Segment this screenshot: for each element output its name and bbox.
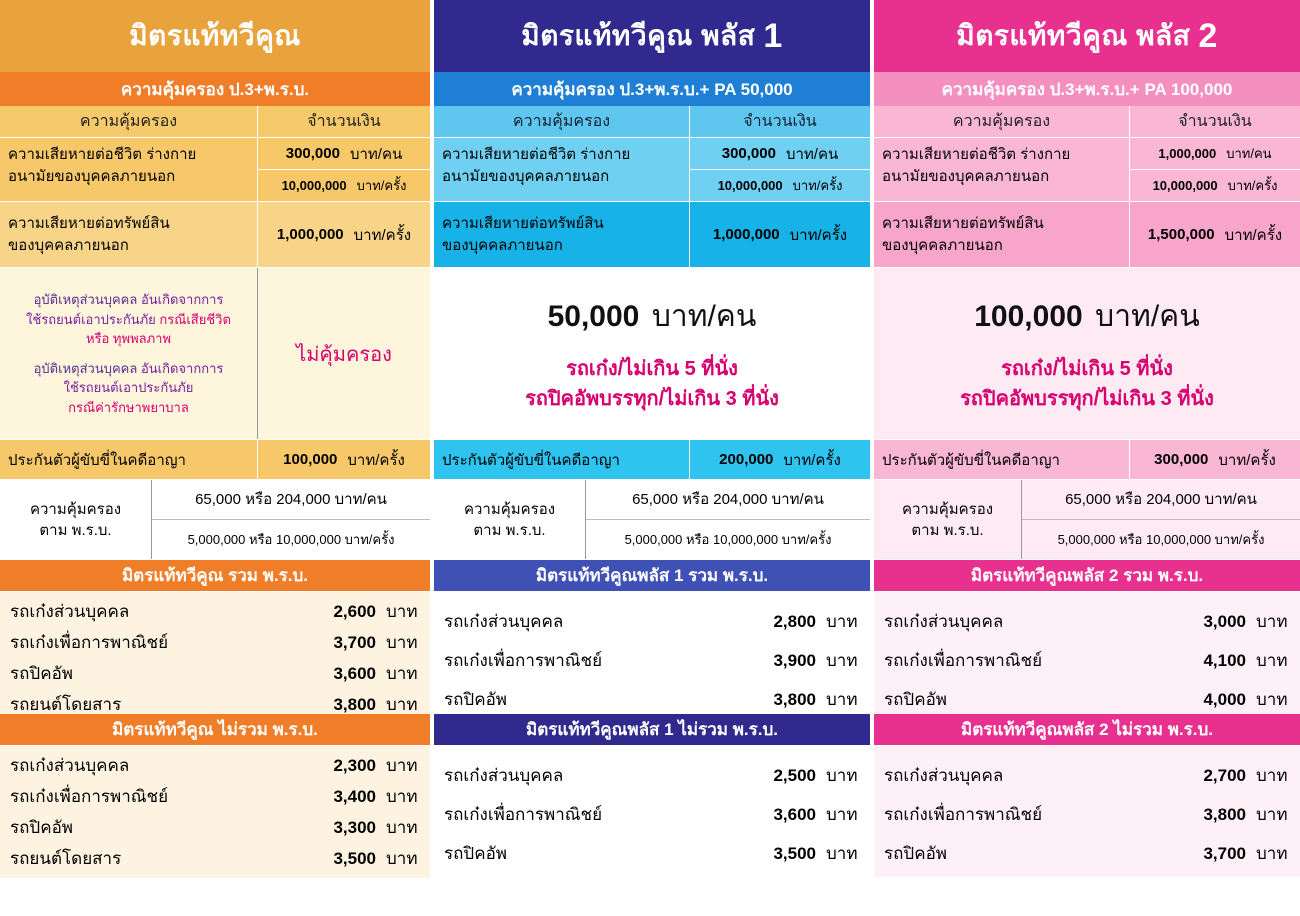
plan-title-text: มิตรแท้ทวีคูณ	[129, 20, 301, 51]
plan-column-plus-2	[874, 0, 1300, 916]
header-coverage: ความคุ้มครอง	[874, 106, 1130, 137]
amount-number: 1,000,000	[712, 226, 780, 243]
amount-number: 1,000,000	[1158, 146, 1217, 161]
price-header-excl: มิตรแท้ทวีคูณพลัส 2 ไม่รวม พ.ร.บ.	[874, 714, 1300, 746]
coverage-row-bodily-injury	[0, 138, 430, 202]
amount-unit: บาท/ครั้ง	[353, 226, 412, 244]
coverage-value-per-event	[1130, 202, 1300, 267]
price-item: รถเก๋งเพื่อการพาณิชย์ 3,900 บาท	[444, 650, 858, 670]
bail-label: ประกันตัวผู้ขับขี่ในคดีอาญา	[434, 440, 690, 479]
price-list-excl	[874, 746, 1300, 877]
plan-subtitle-text: ความคุ้มครอง ป.3+พ.ร.บ.	[120, 79, 310, 99]
price-item: รถเก๋งส่วนบุคคล 2,700 บาท	[884, 765, 1288, 785]
amount-number: 10,000,000	[281, 178, 347, 193]
pa-block	[0, 268, 430, 440]
coverage-row-bodily-injury	[434, 138, 870, 202]
prb-values	[152, 480, 430, 559]
coverage-values	[690, 202, 870, 267]
plan-title	[434, 0, 870, 72]
price-item: รถปิคอัพ 3,500 บาท	[444, 843, 858, 863]
prb-row	[0, 480, 430, 560]
coverage-value-per-event	[1130, 170, 1300, 201]
prb-value-per-event: 5,000,000 หรือ 10,000,000 บาท/ครั้ง	[187, 531, 395, 547]
amount-number: 300,000	[1154, 451, 1209, 468]
pa-bullet-2: อุบัติเหตุส่วนบุคคล อันเกิดจากการ ใช้รถยนต์เอาประกันภัย กรณีค่ารักษาพยาบาล	[33, 360, 224, 415]
bail-value	[258, 440, 430, 479]
header-amount: จำนวนเงิน	[307, 113, 381, 130]
header-amount: จำนวนเงิน	[743, 113, 817, 130]
price-item: รถเก๋งเพื่อการพาณิชย์ 3,700 บาท	[10, 632, 418, 652]
bail-row	[874, 440, 1300, 480]
price-item: รถเก๋งส่วนบุคคล 2,600 บาท	[10, 601, 418, 621]
price-item: รถเก๋งเพื่อการพาณิชย์ 3,800 บาท	[884, 804, 1288, 824]
bail-row	[434, 440, 870, 480]
price-item: รถยนต์โดยสาร 3,500 บาท	[10, 848, 418, 868]
pa-bullets	[0, 268, 258, 439]
prb-value-per-person: 65,000 หรือ 204,000 บาท/คน	[152, 480, 430, 520]
amount-number: 10,000,000	[1152, 178, 1218, 193]
plan-title-number: 2	[1198, 16, 1218, 55]
coverage-label	[434, 202, 690, 267]
coverage-label-line2: อนามัยของบุคคลภายนอก	[442, 167, 610, 185]
coverage-label-line1: ความเสียหายต่อชีวิต ร่างกาย	[882, 146, 1071, 163]
amount-unit: บาท/ครั้ง	[347, 451, 405, 469]
amount-number: 100,000	[283, 451, 338, 468]
coverage-label-line2: อนามัยของบุคคลภายนอก	[8, 167, 176, 185]
price-item: รถยนต์โดยสาร 3,800 บาท	[10, 694, 418, 714]
plan-title	[874, 0, 1300, 72]
pa-amount-unit: บาท/คน	[651, 300, 757, 333]
amount-unit: บาท/ครั้ง	[792, 178, 843, 193]
bail-label: ประกันตัวผู้ขับขี่ในคดีอาญา	[874, 440, 1130, 479]
amount-unit: บาท/ครั้ง	[783, 451, 841, 469]
prb-row	[874, 480, 1300, 560]
price-item: รถปิคอัพ 3,600 บาท	[10, 663, 418, 683]
coverage-label	[434, 138, 690, 201]
coverage-values	[1130, 138, 1300, 201]
pa-amount: 100,000	[974, 300, 1083, 333]
coverage-label-line2: อนามัยของบุคคลภายนอก	[882, 167, 1050, 185]
plan-column-plus-1	[434, 0, 870, 916]
amount-number: 200,000	[719, 451, 774, 468]
pa-block	[874, 268, 1300, 440]
plan-subtitle	[874, 72, 1300, 106]
bail-value	[1130, 440, 1300, 479]
table-header	[874, 106, 1300, 138]
bail-row	[0, 440, 430, 480]
coverage-values	[690, 138, 870, 201]
price-header-incl: มิตรแท้ทวีคูณ รวม พ.ร.บ.	[0, 560, 430, 592]
price-item: รถปิคอัพ 3,800 บาท	[444, 689, 858, 709]
coverage-value-per-person	[258, 138, 430, 170]
coverage-label-line1: ความเสียหายต่อทรัพย์สิน	[8, 214, 170, 232]
coverage-value-per-event	[258, 202, 430, 267]
plan-title-text: มิตรแท้ทวีคูณ พลัส	[521, 20, 756, 51]
prb-row	[434, 480, 870, 560]
coverage-label	[874, 202, 1130, 267]
amount-unit: บาท/ครั้ง	[356, 178, 407, 193]
coverage-values	[1130, 202, 1300, 267]
table-header	[434, 106, 870, 138]
pa-note-1: รถเก๋ง/ไม่เกิน 5 ที่นั่ง	[566, 358, 738, 380]
price-list-incl	[434, 592, 870, 714]
pa-amount-line	[974, 293, 1199, 340]
header-coverage: ความคุ้มครอง	[434, 106, 690, 137]
amount-unit: บาท/ครั้ง	[1218, 451, 1276, 469]
price-header-incl: มิตรแท้ทวีคูณพลัส 2 รวม พ.ร.บ.	[874, 560, 1300, 592]
plan-title-text: มิตรแท้ทวีคูณ พลัส	[956, 20, 1191, 51]
price-list-incl	[874, 592, 1300, 714]
pa-bullet-1: อุบัติเหตุส่วนบุคคล อันเกิดจากการ ใช้รถยนต์เอาประกันภัย กรณีเสียชีวิต หรือ ทุพพลภาพ	[26, 292, 231, 346]
coverage-value-per-event	[690, 170, 870, 201]
prb-values	[586, 480, 870, 559]
prb-value-per-person: 65,000 หรือ 204,000 บาท/คน	[586, 480, 870, 520]
amount-number: 1,000,000	[276, 226, 344, 243]
amount-unit: บาท/คน	[1226, 146, 1272, 161]
prb-label: ความคุ้มครอง ตาม พ.ร.บ.	[874, 480, 1022, 559]
price-header-excl: มิตรแท้ทวีคูณพลัส 1 ไม่รวม พ.ร.บ.	[434, 714, 870, 746]
plan-title	[0, 0, 430, 72]
amount-number: 1,500,000	[1147, 226, 1215, 243]
coverage-values	[258, 202, 430, 267]
table-header	[0, 106, 430, 138]
price-list-incl	[0, 592, 430, 714]
plan-subtitle	[0, 72, 430, 106]
pa-note-2: รถปิคอัพบรรทุก/ไม่เกิน 3 ที่นั่ง	[960, 388, 1214, 410]
price-list-excl	[434, 746, 870, 877]
bail-label: ประกันตัวผู้ขับขี่ในคดีอาญา	[0, 440, 258, 479]
coverage-row-bodily-injury	[874, 138, 1300, 202]
price-item: รถเก๋งส่วนบุคคล 2,300 บาท	[10, 755, 418, 775]
pa-amount-line	[548, 293, 757, 340]
pa-note-1: รถเก๋ง/ไม่เกิน 5 ที่นั่ง	[1001, 358, 1173, 380]
amount-number: 300,000	[285, 145, 340, 162]
prb-value-per-event: 5,000,000 หรือ 10,000,000 บาท/ครั้ง	[1057, 531, 1265, 547]
amount-number: 300,000	[721, 145, 776, 162]
coverage-row-property-damage	[874, 202, 1300, 268]
amount-unit: บาท/คน	[349, 145, 403, 163]
price-list-excl	[0, 746, 430, 878]
coverage-label-line1: ความเสียหายต่อชีวิต ร่างกาย	[442, 146, 631, 163]
price-item: รถเก๋งส่วนบุคคล 2,800 บาท	[444, 611, 858, 631]
plan-subtitle	[434, 72, 870, 106]
amount-unit: บาท/ครั้ง	[789, 226, 848, 244]
pa-amount-unit: บาท/คน	[1095, 300, 1200, 333]
pa-block	[434, 268, 870, 440]
amount-number: 10,000,000	[717, 178, 783, 193]
coverage-label	[0, 202, 258, 267]
pa-not-covered: ไม่คุ้มครอง	[296, 343, 392, 366]
amount-unit: บาท/ครั้ง	[1224, 226, 1283, 244]
price-item: รถปิคอัพ 3,300 บาท	[10, 817, 418, 837]
coverage-label-line2: ของบุคคลภายนอก	[8, 236, 129, 254]
price-item: รถเก๋งส่วนบุคคล 2,500 บาท	[444, 765, 858, 785]
price-item: รถเก๋งเพื่อการพาณิชย์ 4,100 บาท	[884, 650, 1288, 670]
header-amount: จำนวนเงิน	[1178, 113, 1252, 130]
coverage-label	[874, 138, 1130, 201]
price-item: รถปิคอัพ 3,700 บาท	[884, 843, 1288, 863]
coverage-label	[0, 138, 258, 201]
pa-note-2: รถปิคอัพบรรทุก/ไม่เกิน 3 ที่นั่ง	[525, 388, 779, 410]
amount-unit: บาท/คน	[785, 145, 839, 163]
coverage-label-line2: ของบุคคลภายนอก	[882, 236, 1003, 254]
coverage-value-per-event	[258, 170, 430, 201]
plan-subtitle-text: ความคุ้มครอง ป.3+พ.ร.บ.+ PA 50,000	[511, 79, 793, 99]
price-item: รถเก๋งเพื่อการพาณิชย์ 3,600 บาท	[444, 804, 858, 824]
coverage-row-property-damage	[434, 202, 870, 268]
price-item: รถเก๋งส่วนบุคคล 3,000 บาท	[884, 611, 1288, 631]
coverage-value-per-person	[1130, 138, 1300, 170]
price-item: รถปิคอัพ 4,000 บาท	[884, 689, 1288, 709]
price-header-incl: มิตรแท้ทวีคูณพลัส 1 รวม พ.ร.บ.	[434, 560, 870, 592]
prb-value-per-event: 5,000,000 หรือ 10,000,000 บาท/ครั้ง	[624, 531, 832, 547]
coverage-value-per-event	[690, 202, 870, 267]
coverage-values	[258, 138, 430, 201]
prb-label: ความคุ้มครอง ตาม พ.ร.บ.	[0, 480, 152, 559]
plan-column-mittare-twee-koon	[0, 0, 430, 916]
pa-amount: 50,000	[547, 300, 640, 333]
prb-label: ความคุ้มครอง ตาม พ.ร.บ.	[434, 480, 586, 559]
price-item: รถเก๋งเพื่อการพาณิชย์ 3,400 บาท	[10, 786, 418, 806]
bail-value	[690, 440, 870, 479]
coverage-row-property-damage	[0, 202, 430, 268]
coverage-label-line1: ความเสียหายต่อทรัพย์สิน	[442, 214, 604, 232]
coverage-value-per-person	[690, 138, 870, 170]
coverage-label-line2: ของบุคคลภายนอก	[442, 236, 563, 254]
price-header-excl: มิตรแท้ทวีคูณ ไม่รวม พ.ร.บ.	[0, 714, 430, 746]
coverage-label-line1: ความเสียหายต่อทรัพย์สิน	[882, 214, 1044, 232]
prb-value-per-person: 65,000 หรือ 204,000 บาท/คน	[1022, 480, 1300, 520]
amount-unit: บาท/ครั้ง	[1227, 178, 1278, 193]
coverage-label-line1: ความเสียหายต่อชีวิต ร่างกาย	[8, 146, 197, 163]
plan-subtitle-text: ความคุ้มครอง ป.3+พ.ร.บ.+ PA 100,000	[941, 79, 1233, 99]
header-coverage: ความคุ้มครอง	[0, 106, 258, 137]
prb-values	[1022, 480, 1300, 559]
plan-title-number: 1	[763, 16, 783, 55]
